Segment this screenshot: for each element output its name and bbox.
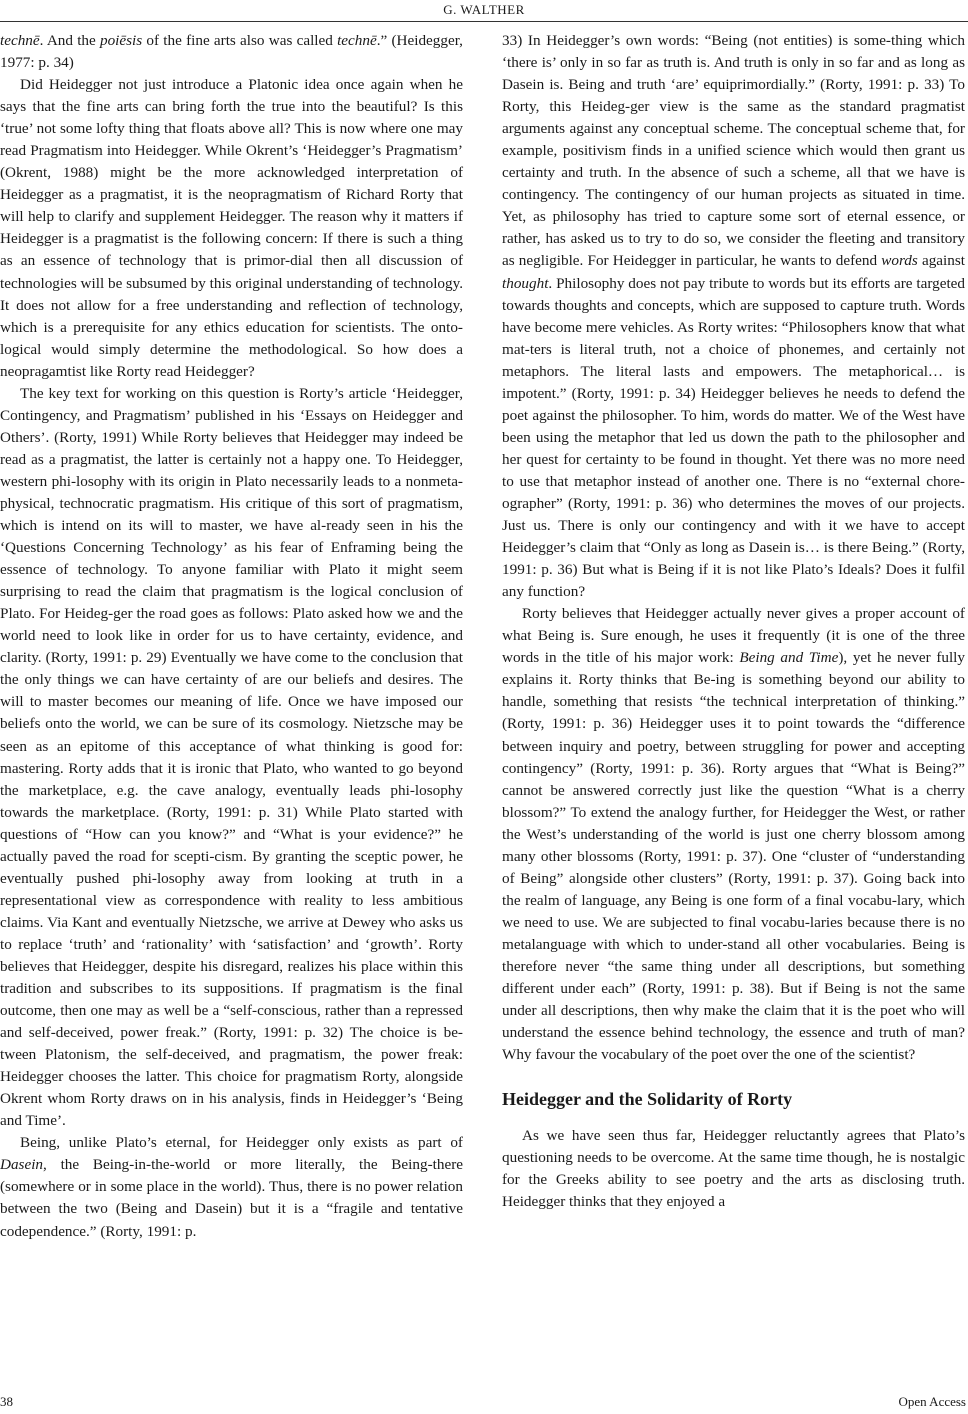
italic-text: poiēsis xyxy=(99,32,143,49)
running-header-author: G. WALTHER xyxy=(443,2,525,17)
paragraph: technē. And the poiēsis of the fine arts also was called technē.” (Heidegger, 1977: p. 34) xyxy=(0,32,463,72)
left-column xyxy=(0,30,463,1243)
paragraph: Rorty believes that Heidegger actually never gives a proper account of what Being is. Sure enough, he uses it frequently (it is one of the three words in the title of his major work: Being and Time), yet he never fully explains it. Rorty thinks that Be-ing is something beyond our ability to handle, something that resists “the technical interpretation of thinking.” (Rorty, 1991: p. 36) Heidegger uses it to point towards the “difference between inquiry and poetry, between struggling for power and accepting contingency” (Rorty, 1991: p. 36). Rorty argues that “What is Being?” cannot be answered correctly just like the question “What is a cherry blossom?” To extend the analogy further, for Heidegger the West, or rather the West’s understanding of the world is just one cherry blossom among many other blossoms (Rorty, 1991: p. 37). One “cluster of “understanding of Being” alongside other clusters” (Rorty, 1991: p. 37). Going back into the realm of language, any Being is one form of a final vocabu-lary, which we need to use. We are subjected to final vocabu-laries because there is no metalanguage with which to under-stand all other vocabularies. Being is therefore never “the same thing under all descriptions, but something different under each” (Rorty, 1991: p. 38). But if Being is not the same under all descriptions, then why make the claim that it is the poet who will understand the essence behind technology, the essence and truth of man? Why favour the vocabulary of the poet over the one of the scientist? xyxy=(502,605,965,1064)
section-heading: Heidegger and the Solidarity of Rorty xyxy=(502,1089,793,1110)
italic-text: technē xyxy=(0,32,40,49)
italic-text: Being and Time xyxy=(739,649,839,667)
italic-text: words xyxy=(881,252,918,270)
header-rule xyxy=(0,21,968,22)
right-column xyxy=(502,30,965,1213)
paragraph: Did Heidegger not just introduce a Platonic idea once again when he says that the fine arts can bring forth the true into the beautiful? Is this ‘true’ not some lofty thing that floats above all? This is now where one may read Pragmatism into Heidegger. While Okrent’s ‘Heidegger’s Pragmatism’ (Okrent, 1988) might be the more acknowledged interpretation of Heidegger as a pragmatist, it is the neopragmatism of Richard Rorty that will help to clarify and supplement Heidegger. The reason why it matters if Heidegger is a pragmatist is the following concern: If there is such a thing as an essence of technology that is primor-dial then all discussion of technologies will be subsumed by this original understanding of technology. It does not allow for a free understanding and reflection of technology, which is a prerequisite for any ethics education for scientists. The onto-logical would simply determine the methodological. So how does a neopragamtist like Rorty read Heidegger? xyxy=(0,76,464,380)
italic-text: Dasein xyxy=(0,1156,44,1174)
italic-text: technē xyxy=(337,32,377,49)
paragraph: As we have seen thus far, Heidegger reluctantly agrees that Plato’s questioning needs to be overcome. At the same time though, he is nostalgic for the Greeks ability to see poetry and the arts as disclosing truth. Heidegger thinks that they enjoyed a xyxy=(502,1127,965,1211)
journal-name: Open Access xyxy=(898,1394,966,1409)
page-number: 38 xyxy=(0,1394,13,1409)
italic-text: thought xyxy=(502,274,549,292)
paragraph: The key text for working on this question is Rorty’s article ‘Heidegger, Contingency, and Pragmatism’ published in his ‘Essays on Heidegger and Others’. (Rorty, 1991) While Rorty believes that Heidegger may indeed be read as a pragmatist, the latter is certainly not a happy one. To Heidegger, western phi-losophy with its origin in Plato necessarily leads to a nonmeta-physical, technocratic pragmatism. His critique of this sort of pragmatism, which is intend on its will to master, we have al-ready seen in his the ‘Questions Concerning Technology’ as his fear of Enframing being the essence of technology. To anyone familiar with Plato it might seem surprising to read the claim that pragmatism is the logical conclusion of Plato. For Heideg-ger the road goes as follows: Plato asked how we and the world need to look like in order for us to have certainty, evidence, and clarity. (Rorty, 1991: p. 29) Eventually we have come to the conclusion that the only things we can have certainty of are our beliefs and desires. The will to master becomes our meaning of life. Once we have imposed our beliefs onto the world, we can be sure of its cosmology. Nietzsche may be seen as an epitome of this acceptance of what thinking is good for: mastering. Rorty adds that it is ironic that Plato, who wanted to go beyond the marketplace, e.g. the cave analogy, eventually leads phi-losophy towards the marketplace. (Rorty, 1991: p. 31) While Plato started with questions of “How can you know?” and “What is your evidence?” he actually paved the road for scepti-cism. By granting the sceptic power, he eventually pushed phi-losophy away from looking at truth in a representational view as correspondence with reality to less ambitious claims. Via Kant and eventually Nietzsche, we arrive at Dewey who asks us to replace ‘truth’ and ‘rationality’ with ‘satisfaction’ and ‘growth’. Rorty believes that Heidegger, despite his disregard, realizes his place within this tradition and subscribes to its suppositions. If pragmatism is the final outcome, then one may as well be a “self-conscious, rather than a repressed and self-deceived, power freak.” (Rorty, 1991: p. 32) The choice is be-tween Platonism, the self-deceived, and pragmatism, the power freak: Heidegger chooses the latter. This choice for pragmatism Rorty, alongside Okrent whom Rorty draws on in his analysis, finds in Heidegger’s ‘Being and Time’. xyxy=(0,384,463,1130)
paragraph: Being, unlike Plato’s eternal, for Heidegger only exists as part of Dasein, the Being-in-the-world or more literally, the Being-there (somewhere or in some place in the world). Thus, there is no power relation between the two (Being and Dasein) but it is a “fragile and tentative codependence.” (Rorty, 1991: p. xyxy=(0,1134,463,1240)
paragraph: 33) In Heidegger’s own words: “Being (not entities) is some-thing which ‘there is’ only in so far as truth is. And truth is only in so far and as long as Dasein is. Being and truth ‘are’ equiprimordially.” (Rorty, 1991: p. 33) To Rorty, this Heideg-ger view is the same as the standard pragmatist arguments against any conceptual scheme. The conceptual scheme that, for example, positivism finds in a unified science which would then grant us certainty and truth. In the absence of such a scheme, all that we have is contingency. The contingency of our human projects as situated in time. Yet, as philosophy has tried to capture some sort of eternal essence, or rather, has asked us to try to do so, we consider the fleeting and transitory as negligible. For Heidegger in particular, he wants to defend words against thought. Philosophy does not pay tribute to words but its efforts are targeted towards thoughts and concepts, which are supposed to capture truth. Words have become mere vehicles. As Rorty writes: “Philosophers know that what mat-ters is literal truth, not a choice of phonemes, and certainly not metaphors. The literal lasts and empowers. The metaphorical… is impotent.” (Rorty, 1991: p. 34) Heidegger believes he needs to defend the poet against the philosopher. To him, words do matter. We of the West have been using the metaphor that led us down the path to the philosopher and her quest for certainty to be found in thought. Yet there was no more need to use that metaphor instead of another one. There is no “external chore-ographer” (Rorty, 1991: p. 36) who determines the moves of our projects. Just us. There is only our contingency and with it we have to accept Heidegger’s claim that “Only as long as Dasein is… is there Being.” (Rorty, 1991: p. 36) But what is Being if it is not like Plato’s Ideals? Does it fulfil any function? xyxy=(502,32,965,601)
